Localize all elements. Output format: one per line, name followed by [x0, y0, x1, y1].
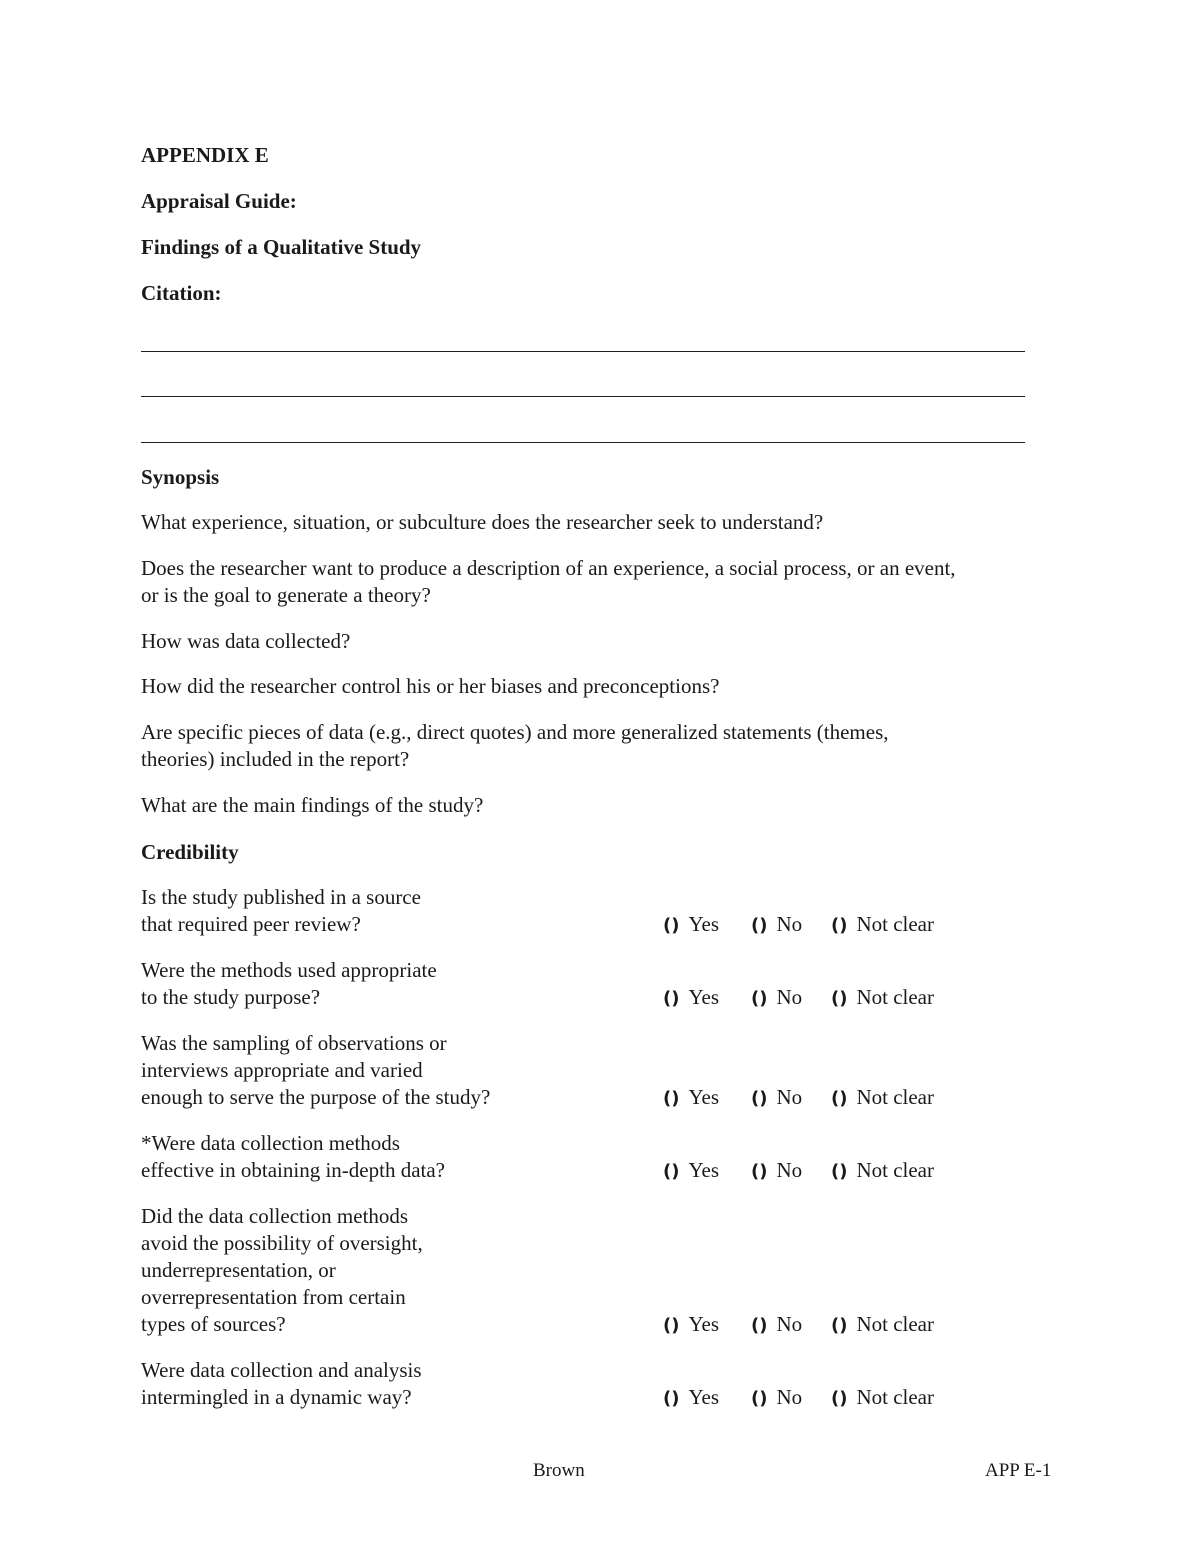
- question-line: interviews appropriate and varied: [141, 1058, 423, 1082]
- option-no[interactable]: [751, 1384, 802, 1412]
- question-line: to the study purpose?: [141, 985, 321, 1009]
- question-line: *Were data collection methods: [141, 1131, 400, 1155]
- option-yes[interactable]: [663, 1157, 719, 1185]
- question-line: How was data collected?: [141, 629, 351, 653]
- option-not-clear[interactable]: [831, 984, 934, 1012]
- question-line: overrepresentation from certain: [141, 1285, 406, 1309]
- citation-line-1[interactable]: [141, 351, 1025, 352]
- checkbox-icon[interactable]: (): [831, 988, 848, 1009]
- checkbox-icon[interactable]: (): [831, 1315, 848, 1336]
- option-label: No: [776, 1385, 803, 1409]
- credibility-question: [141, 957, 437, 1011]
- checkbox-icon[interactable]: (): [831, 1388, 848, 1409]
- option-label: No: [776, 1085, 803, 1109]
- option-no[interactable]: [751, 1157, 802, 1185]
- question-line: Was the sampling of observations or: [141, 1031, 447, 1055]
- citation-label: Citation:: [141, 281, 222, 305]
- question-line: that required peer review?: [141, 912, 361, 936]
- checkbox-icon[interactable]: (): [831, 915, 848, 936]
- question-line: Does the researcher want to produce a description of an experience, a social process, or an event,: [141, 556, 956, 580]
- question-line: underrepresentation, or: [141, 1258, 336, 1282]
- option-not-clear[interactable]: [831, 1084, 934, 1112]
- synopsis-heading: Synopsis: [141, 465, 220, 489]
- question-line: avoid the possibility of oversight,: [141, 1231, 423, 1255]
- option-label: Not clear: [856, 1085, 934, 1109]
- question-line: Are specific pieces of data (e.g., direct quotes) and more generalized statements (themes,: [141, 720, 889, 744]
- credibility-heading: Credibility: [141, 840, 239, 864]
- option-label: Yes: [688, 1085, 720, 1109]
- checkbox-icon[interactable]: (): [751, 1088, 768, 1109]
- option-label: No: [776, 985, 803, 1009]
- synopsis-question: [141, 673, 1071, 700]
- synopsis-question: [141, 719, 1071, 773]
- synopsis-question: [141, 555, 1071, 609]
- question-line: intermingled in a dynamic way?: [141, 1385, 412, 1409]
- option-no[interactable]: [751, 1311, 802, 1339]
- synopsis-question: [141, 628, 1071, 655]
- option-yes[interactable]: [663, 911, 719, 939]
- synopsis-question: [141, 509, 1071, 536]
- option-no[interactable]: [751, 911, 802, 939]
- option-label: No: [776, 1158, 803, 1182]
- credibility-question: [141, 1030, 490, 1111]
- option-label: Yes: [688, 1385, 720, 1409]
- citation-line-2[interactable]: [141, 396, 1025, 397]
- question-line: Were the methods used appropriate: [141, 958, 437, 982]
- option-yes[interactable]: [663, 984, 719, 1012]
- option-label: No: [776, 1312, 803, 1336]
- credibility-question: [141, 1130, 445, 1184]
- checkbox-icon[interactable]: (): [663, 915, 680, 936]
- option-label: No: [776, 912, 803, 936]
- question-line: Is the study published in a source: [141, 885, 421, 909]
- option-yes[interactable]: [663, 1311, 719, 1339]
- option-label: Not clear: [856, 1312, 934, 1336]
- checkbox-icon[interactable]: (): [751, 1161, 768, 1182]
- question-line: theories) included in the report?: [141, 747, 410, 771]
- appendix-title: APPENDIX E: [141, 143, 269, 167]
- guide-title: Appraisal Guide:: [141, 189, 297, 213]
- checkbox-icon[interactable]: (): [831, 1161, 848, 1182]
- question-line: effective in obtaining in-depth data?: [141, 1158, 445, 1182]
- question-line: Did the data collection methods: [141, 1204, 409, 1228]
- credibility-question: [141, 1203, 423, 1338]
- guide-subtitle: Findings of a Qualitative Study: [141, 235, 422, 259]
- checkbox-icon[interactable]: (): [663, 1161, 680, 1182]
- checkbox-icon[interactable]: (): [751, 915, 768, 936]
- synopsis-question: [141, 792, 1071, 819]
- option-not-clear[interactable]: [831, 1311, 934, 1339]
- question-line: How did the researcher control his or her biases and preconceptions?: [141, 674, 720, 698]
- checkbox-icon[interactable]: (): [751, 988, 768, 1009]
- option-label: Yes: [688, 1312, 720, 1336]
- option-not-clear[interactable]: [831, 1157, 934, 1185]
- question-line: What experience, situation, or subculture does the researcher seek to understand?: [141, 510, 824, 534]
- checkbox-icon[interactable]: (): [663, 1315, 680, 1336]
- option-yes[interactable]: [663, 1084, 719, 1112]
- credibility-question: [141, 884, 421, 938]
- checkbox-icon[interactable]: (): [663, 988, 680, 1009]
- checkbox-icon[interactable]: (): [751, 1388, 768, 1409]
- option-label: Yes: [688, 985, 720, 1009]
- checkbox-icon[interactable]: (): [831, 1088, 848, 1109]
- option-no[interactable]: [751, 1084, 802, 1112]
- checkbox-icon[interactable]: (): [663, 1088, 680, 1109]
- option-not-clear[interactable]: [831, 911, 934, 939]
- option-yes[interactable]: [663, 1384, 719, 1412]
- checkbox-icon[interactable]: (): [751, 1315, 768, 1336]
- option-no[interactable]: [751, 984, 802, 1012]
- question-line: or is the goal to generate a theory?: [141, 583, 431, 607]
- option-label: Not clear: [856, 985, 934, 1009]
- citation-line-3[interactable]: [141, 442, 1025, 443]
- footer-page-number: APP E-1: [985, 1460, 1052, 1481]
- checkbox-icon[interactable]: (): [663, 1388, 680, 1409]
- option-not-clear[interactable]: [831, 1384, 934, 1412]
- option-label: Not clear: [856, 912, 934, 936]
- option-label: Yes: [688, 1158, 720, 1182]
- option-label: Not clear: [856, 1158, 934, 1182]
- credibility-question: [141, 1357, 422, 1411]
- question-line: Were data collection and analysis: [141, 1358, 422, 1382]
- question-line: enough to serve the purpose of the study?: [141, 1085, 491, 1109]
- option-label: Not clear: [856, 1385, 934, 1409]
- question-line: What are the main findings of the study?: [141, 793, 484, 817]
- footer-author: Brown: [533, 1460, 585, 1481]
- question-line: types of sources?: [141, 1312, 286, 1336]
- option-label: Yes: [688, 912, 720, 936]
